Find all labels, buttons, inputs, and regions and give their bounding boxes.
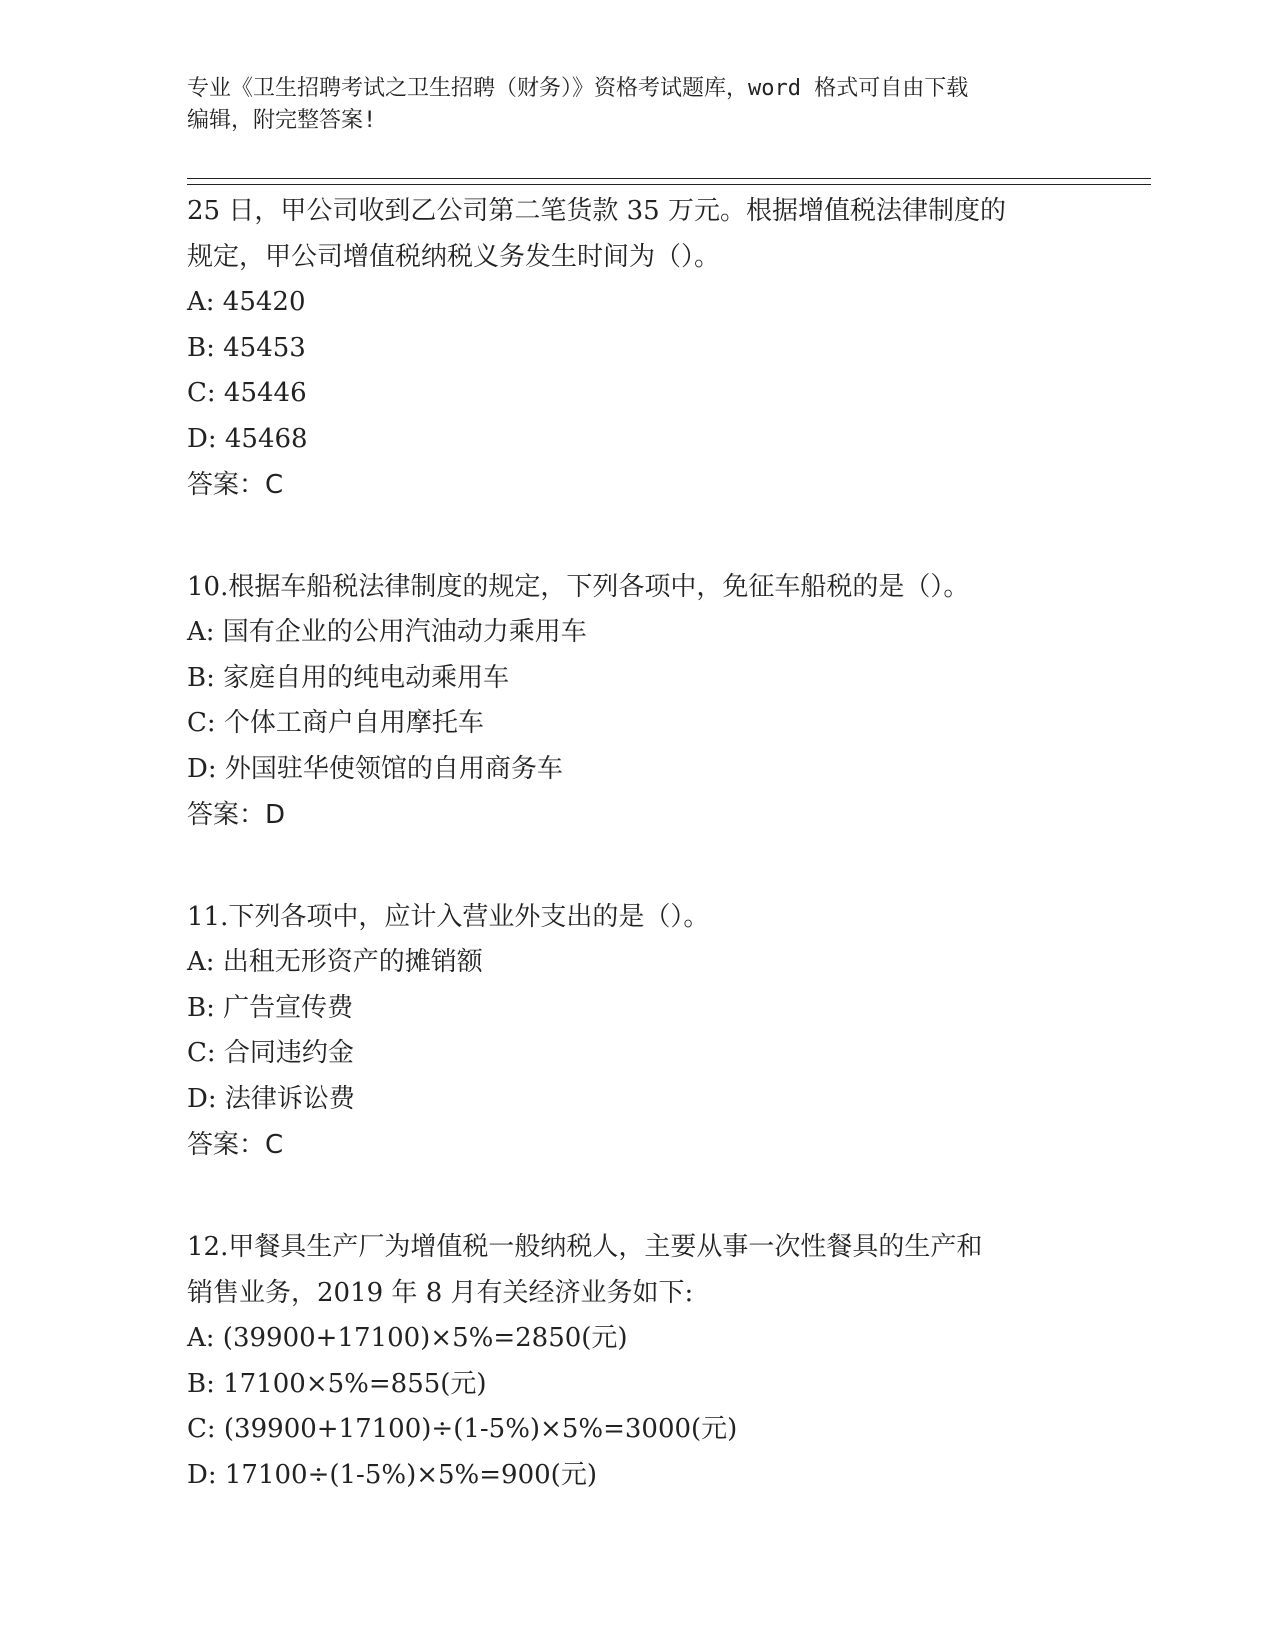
option-c: C: 个体工商户自用摩托车 (187, 708, 484, 738)
question-stem-continued: 规定，甲公司增值税纳税义务发生时间为（）。 (187, 242, 721, 272)
header-divider-bottom (187, 184, 1151, 185)
option-d: D: 法律诉讼费 (187, 1083, 355, 1114)
header-divider-top (187, 178, 1151, 179)
question-stem: 10.根据车船税法律制度的规定，下列各项中，免征车船税的是（）。 (187, 572, 970, 602)
option-d: D: 45468 (187, 423, 308, 454)
spacer (187, 508, 1087, 564)
question-block (187, 1224, 1087, 1498)
answer-line: 答案：D (187, 800, 286, 830)
question-stem: 11.下列各项中，应计入营业外支出的是（）。 (187, 902, 710, 932)
option-a: A: 出租无形资产的摊销额 (187, 947, 483, 977)
option-c: C: 合同违约金 (187, 1038, 354, 1068)
option-d: D: 外国驻华使领馆的自用商务车 (187, 753, 563, 784)
option-b: B: 家庭自用的纯电动乘用车 (187, 662, 510, 693)
option-a: A: 45420 (187, 287, 306, 317)
option-d: D: 17100÷(1-5%)×5%=900(元) (187, 1459, 597, 1490)
question-stem: 12.甲餐具生产厂为增值税一般纳税人，主要从事一次性餐具的生产和 (187, 1232, 983, 1262)
question-stem-continued: 销售业务，2019 年 8 月有关经济业务如下: (187, 1278, 694, 1308)
answer-line: 答案：C (187, 470, 284, 500)
question-list (187, 188, 1087, 1498)
option-b: B: 17100×5%=855(元) (187, 1368, 487, 1399)
spacer (187, 838, 1087, 894)
question-block (187, 188, 1087, 508)
option-a: A: (39900+17100)×5%=2850(元) (187, 1323, 628, 1353)
header-line-2: 编辑，附完整答案! (187, 108, 377, 133)
option-b: B: 广告宣传费 (187, 992, 354, 1023)
question-stem: 25 日，甲公司收到乙公司第二笔货款 35 万元。根据增值税法律制度的 (187, 196, 1006, 226)
question-block (187, 894, 1087, 1168)
option-b: B: 45453 (187, 332, 306, 363)
answer-line: 答案：C (187, 1130, 284, 1160)
option-c: C: 45446 (187, 378, 307, 408)
question-block (187, 564, 1087, 838)
document-header (187, 73, 1087, 137)
option-a: A: 国有企业的公用汽油动力乘用车 (187, 617, 587, 647)
spacer (187, 1168, 1087, 1224)
option-c: C: (39900+17100)÷(1-5%)×5%=3000(元) (187, 1414, 738, 1444)
header-line-1: 专业《卫生招聘考试之卫生招聘（财务）》资格考试题库，word 格式可自由下载 (187, 76, 969, 101)
